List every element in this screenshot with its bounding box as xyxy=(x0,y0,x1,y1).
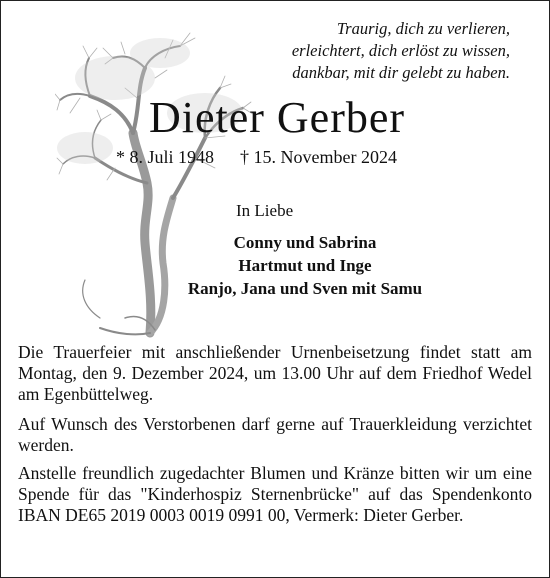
mourner-line: Conny und Sabrina xyxy=(233,233,377,252)
life-dates xyxy=(116,147,397,168)
mourner-line: Hartmut und Inge xyxy=(238,256,372,275)
verse-line: Traurig, dich zu verlieren, xyxy=(336,19,510,38)
verse-line: dankbar, mit dir gelebt zu haben. xyxy=(292,63,510,82)
death-date: † 15. November 2024 xyxy=(240,147,397,167)
verse-line: erleichtert, dich erlöst zu wissen, xyxy=(291,41,510,60)
in-love-heading: In Liebe xyxy=(236,201,294,220)
mourner-line: Ranjo, Jana und Sven mit Samu xyxy=(187,279,423,298)
verse xyxy=(292,18,510,84)
donation-paragraph: Anstelle freundlich zugedachter Blumen und Kränze bitten wir um eine Spende für das "Kinderhospiz Sternenbrücke" auf das Spendenkonto IBAN DE65 2019 0003 0019 0991 00, Vermerk: Dieter Gerber. xyxy=(18,463,532,525)
deceased-name: Dieter Gerber xyxy=(148,93,406,142)
funeral-info-paragraph: Die Trauerfeier mit anschließender Urnenbeisetzung findet statt am Montag, den 9. Dezember 2024, um 13.00 Uhr auf dem Friedhof Wedel am Egenbüttelweg. xyxy=(18,342,532,404)
mourners-list xyxy=(60,231,550,300)
birth-date: * 8. Juli 1948 xyxy=(116,147,215,167)
dress-code-paragraph: Auf Wunsch des Verstorbenen darf gerne auf Trauerkleidung verzichtet werden. xyxy=(18,414,532,455)
